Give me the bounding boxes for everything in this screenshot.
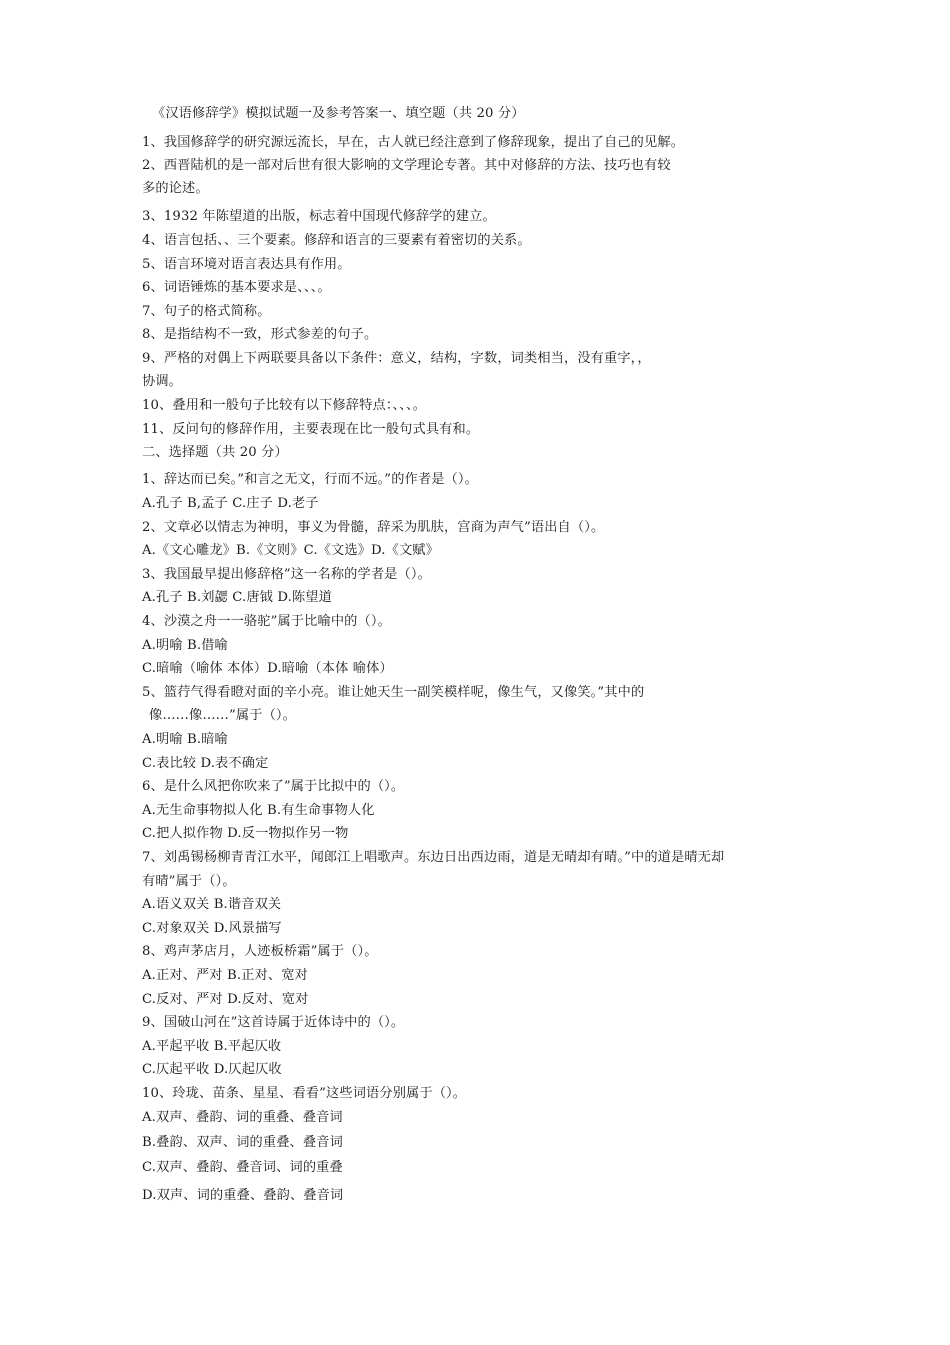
- choice-q10-option-b: B.叠韵、双声、词的重叠、叠音词: [142, 1135, 343, 1150]
- choice-q10-option-d: D.双声、词的重叠、叠韵、叠音词: [142, 1188, 344, 1203]
- fill-blank-q6: 6、词语锤炼的基本要求是、、、。: [142, 280, 331, 295]
- choice-q1: 1、辞达而已矣。”和言之无文，行而不远。”的作者是（）。: [142, 472, 478, 487]
- choice-q2-options: A.《文心雕龙》B.《文则》C.《文选》D.《文赋》: [142, 543, 439, 558]
- choice-q9-options-ab: A.平起平收 B.平起仄收: [142, 1039, 282, 1054]
- choice-q5-options-ab: A.明喻 B.暗喻: [142, 732, 228, 747]
- choice-q5-cont: 像……像……”属于（）。: [149, 708, 297, 723]
- fill-blank-q11: 11、反问句的修辞作用，主要表现在比一般句式具有和。: [142, 422, 480, 437]
- choice-q4-options-ab: A.明喻 B.借喻: [142, 638, 228, 653]
- choice-q6-options-cd: C.把人拟作物 D.反一物拟作另一物: [142, 826, 349, 841]
- choice-q5: 5、篮荇气得看瞪对面的辛小亮。谁让她天生一副笑模样呢，像生气，又像笑。”其中的: [142, 685, 645, 700]
- fill-blank-q4: 4、语言包括、、三个要素。修辞和语言的三要素有着密切的关系。: [142, 233, 531, 248]
- fill-blank-q7: 7、句子的格式简称。: [142, 304, 271, 319]
- choice-q6-options-ab: A.无生命事物拟人化 B.有生命事物人化: [142, 803, 375, 818]
- document-title: 《汉语修辞学》模拟试题一及参考答案一、填空题（共 20 分）: [152, 106, 525, 121]
- fill-blank-q5: 5、语言环境对语言表达具有作用。: [142, 257, 351, 272]
- choice-q8-options-cd: C.反对、严对 D.反对、宽对: [142, 992, 309, 1007]
- choice-q1-options: A.孔子 B,孟子 C.庄子 D.老子: [142, 496, 319, 511]
- choice-q8-options-ab: A.正对、严对 B.正对、宽对: [142, 968, 308, 983]
- fill-blank-q2: 2、西晋陆机的是一部对后世有很大影响的文学理论专著。其中对修辞的方法、技巧也有较: [142, 158, 671, 173]
- choice-q2: 2、文章必以情志为神明，事义为骨髓，辞采为肌肤，宫商为声气”语出自（）。: [142, 520, 605, 535]
- choice-q10-option-c: C.双声、叠韵、叠音词、词的重叠: [142, 1160, 343, 1175]
- fill-blank-q9: 9、严格的对偶上下两联要具备以下条件：意义，结构，字数，词类相当，没有重字，，: [142, 351, 651, 366]
- choice-q5-options-cd: C.表比较 D.表不确定: [142, 756, 269, 771]
- choice-q4: 4、沙漠之舟一一骆驼”属于比喻中的（）。: [142, 614, 391, 629]
- choice-q9-options-cd: C.仄起平收 D.仄起仄收: [142, 1062, 282, 1077]
- choice-q8: 8、鸡声茅店月，人迹板桥霜”属于（）。: [142, 944, 378, 959]
- choice-q3: 3、我国最早提出修辞格”这一名称的学者是（）。: [142, 567, 431, 582]
- choice-q3-options: A.孔子 B.刘勰 C.唐钺 D.陈望道: [142, 590, 332, 605]
- choice-q7-options-cd: C.对象双关 D.风景描写: [142, 921, 282, 936]
- choice-q7-options-ab: A.语义双关 B.谐音双关: [142, 897, 282, 912]
- fill-blank-q1: 1、我国修辞学的研究源远流长，早在，古人就已经注意到了修辞现象，提出了自己的见解。: [142, 135, 685, 150]
- fill-blank-q2-cont: 多的论述。: [142, 181, 209, 196]
- choice-q6: 6、是什么风把你吹来了”属于比拟中的（）。: [142, 779, 405, 794]
- fill-blank-q3: 3、1932 年陈望道的出版，标志着中国现代修辞学的建立。: [142, 209, 496, 224]
- choice-q9: 9、国破山河在”这首诗属于近体诗中的（）。: [142, 1015, 405, 1030]
- choice-q10-option-a: A.双声、叠韵、词的重叠、叠音词: [142, 1110, 343, 1125]
- choice-q7-cont: 有晴”属于（）。: [142, 874, 236, 889]
- choice-q10: 10、玲珑、苗条、星星、看看”这些词语分别属于（）。: [142, 1086, 467, 1101]
- fill-blank-q10: 10、叠用和一般句子比较有以下修辞特点：、、、。: [142, 398, 427, 413]
- fill-blank-q8: 8、是指结构不一致，形式参差的句子。: [142, 327, 378, 342]
- choice-q7: 7、刘禹锡杨柳青青江水平，闻郎江上唱歌声。东边日出西边雨，道是无晴却有晴。”中的道是晴无却: [142, 850, 725, 865]
- choice-q4-options-cd: C.暗喻（喻体 本体）D.暗喻（本体 喻体）: [142, 661, 393, 676]
- choice-section-heading: 二、选择题（共 20 分）: [142, 445, 288, 460]
- fill-blank-q9-cont: 协调。: [142, 374, 183, 389]
